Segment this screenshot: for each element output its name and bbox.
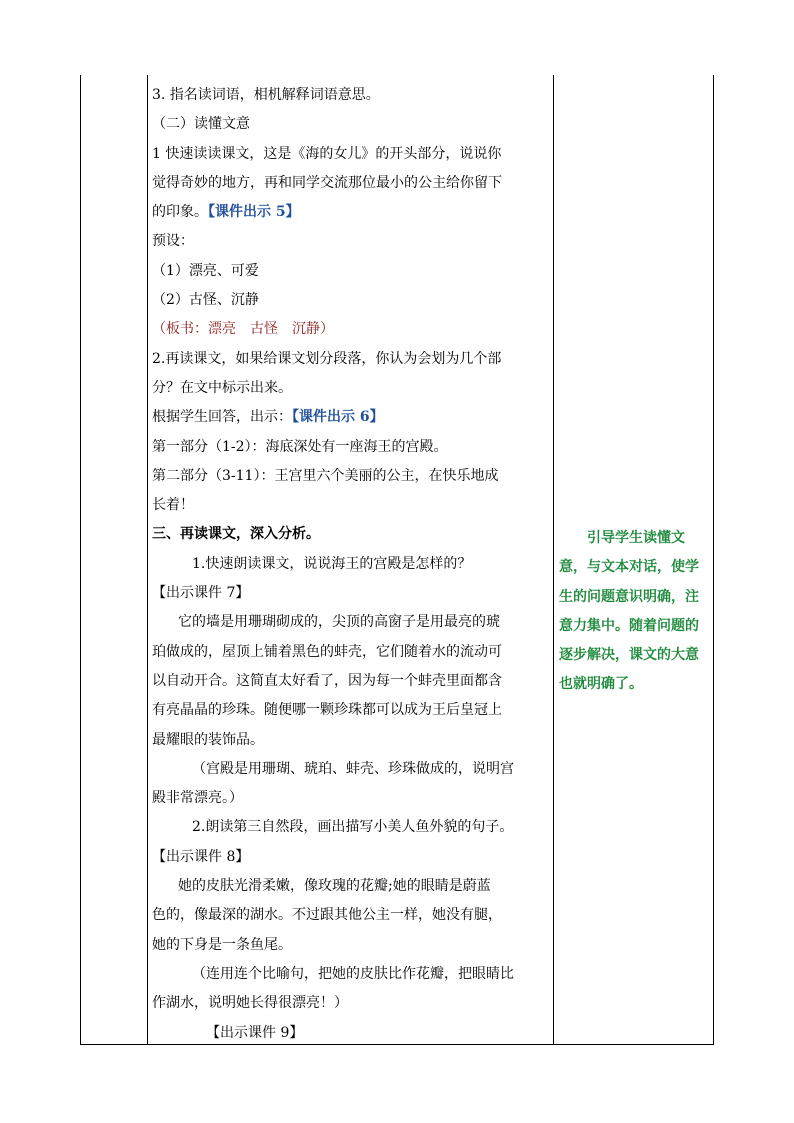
courseware-tag: 【出示课件 7】 — [152, 585, 250, 602]
text-line: 2.再读课文，如果给课文划分段落，你认为会划为几个部 — [152, 350, 502, 367]
text-line: （2）古怪、沉静 — [152, 292, 259, 309]
text-line: 以自动开合。这简直太好看了，因为每一个蚌壳里面都含 — [152, 672, 502, 689]
intent-line: 生的问题意识明确，注 — [559, 588, 699, 605]
courseware-tag: 【出示课件 8】 — [152, 848, 250, 865]
intent-line: 逐步解决，课文的大意 — [559, 647, 699, 664]
intent-line: 意，与文本对话，使学 — [559, 559, 699, 576]
text-line: 长着！ — [152, 497, 194, 514]
text-line: 殿非常漂亮。） — [152, 790, 243, 807]
text-line: 珀做成的，屋顶上铺着黑色的蚌壳，它们随着水的流动可 — [152, 643, 502, 660]
text-line: 2.朗读第三自然段，画出描写小美人鱼外貌的句子。 — [192, 819, 514, 836]
text-line: 最耀眼的装饰品。 — [152, 731, 264, 748]
section-heading: （二）读懂文意 — [152, 116, 250, 133]
intent-line: 也就明确了。 — [559, 676, 643, 693]
section-heading: 三、再读课文，深入分析。 — [152, 526, 320, 543]
column-divider-left — [147, 75, 148, 1044]
design-intent-column — [555, 524, 713, 700]
text-line: 3. 指名读词语，相机解释词语意思。 — [152, 87, 380, 103]
text-line: 第二部分（3-11）：王宫里六个美丽的公主，在快乐地成 — [152, 467, 499, 484]
text-line: 有亮晶晶的珍珠。随便哪一颗珍珠都可以成为王后皇冠上 — [152, 702, 502, 719]
text-line: 作湖水，说明她长得很漂亮！） — [152, 995, 348, 1012]
blackboard-note: （板书：漂亮 古怪 沉静） — [152, 321, 334, 338]
text-line: 1.快速朗读课文，说说海王的宫殿是怎样的？ — [192, 555, 472, 572]
text-line: 根据学生回答，出示：【课件出示 6】 — [152, 409, 384, 426]
text-line: 色的，像最深的湖水。不过跟其他公主一样，她没有腿， — [152, 907, 502, 924]
courseware-tag: 【课件出示 6】 — [292, 409, 384, 426]
text-line: 1 快速读读课文，这是《海的女儿》的开头部分，说说你 — [152, 145, 502, 162]
text-line: 第一部分（1-2）：海底深处有一座海王的宫殿。 — [152, 438, 448, 455]
text-line: 她的下身是一条鱼尾。 — [152, 936, 292, 953]
intent-line: 引导学生读懂文 — [559, 530, 685, 546]
text-line: 的印象。【课件出示 5】 — [152, 204, 300, 221]
courseware-tag: 【出示课件 9】 — [206, 1024, 304, 1041]
text-line: （宫殿是用珊瑚、琥珀、蚌壳、珍珠做成的，说明宫 — [192, 760, 514, 777]
text-line: （1）漂亮、可爱 — [152, 262, 259, 279]
courseware-tag: 【课件出示 5】 — [208, 204, 300, 221]
intent-line: 意力集中。随着问题的 — [559, 617, 699, 634]
text-line: 她的皮肤光滑柔嫩，像玫瑰的花瓣;她的眼睛是蔚蓝 — [178, 878, 491, 895]
text-line: 预设： — [152, 233, 194, 250]
lesson-table — [80, 75, 714, 1045]
text-line: 觉得奇妙的地方，再和同学交流那位最小的公主给你留下 — [152, 174, 502, 191]
text-line: （连用连个比喻句，把她的皮肤比作花瓣，把眼睛比 — [192, 965, 514, 982]
text-line: 分？在文中标示出来。 — [152, 379, 292, 396]
text-line: 它的墙是用珊瑚砌成的，尖顶的高窗子是用最亮的琥 — [178, 614, 500, 631]
